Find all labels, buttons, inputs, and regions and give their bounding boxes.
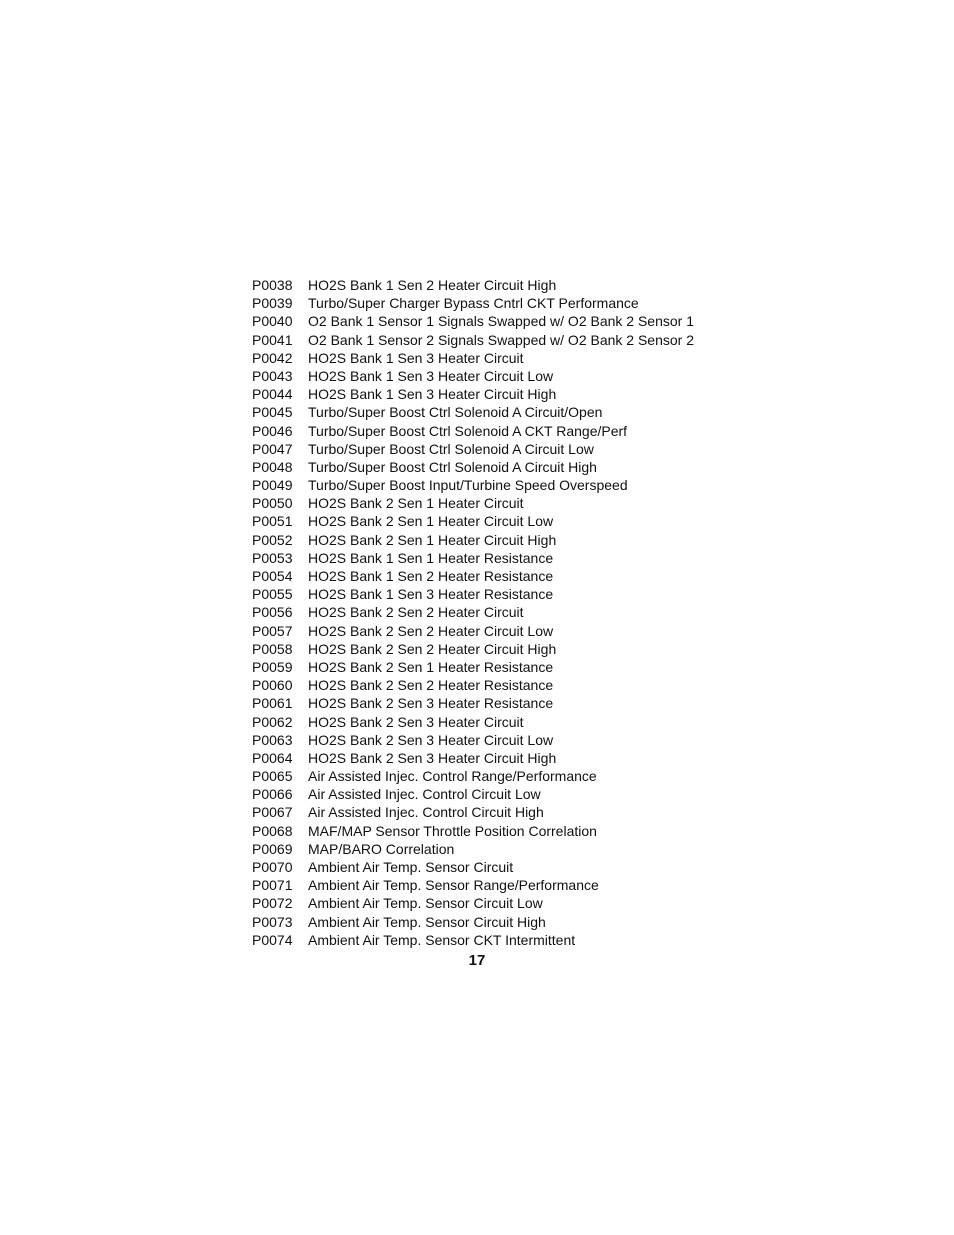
dtc-code: P0042 [252,349,293,366]
dtc-description: MAP/BARO Correlation [308,840,455,857]
dtc-code: P0071 [252,877,293,894]
dtc-code: P0058 [252,640,293,657]
dtc-description: Turbo/Super Boost Input/Turbine Speed Overspeed [308,477,628,494]
list-item [252,312,712,330]
dtc-description: Ambient Air Temp. Sensor Circuit Low [308,895,543,912]
dtc-description: Ambient Air Temp. Sensor Circuit High [308,913,546,930]
dtc-code: P0049 [252,477,293,494]
dtc-code: P0047 [252,440,293,457]
dtc-description: HO2S Bank 2 Sen 2 Heater Circuit [308,604,524,621]
dtc-code: P0069 [252,840,293,857]
dtc-code: P0054 [252,568,293,584]
list-item [252,913,712,931]
dtc-description: HO2S Bank 2 Sen 3 Heater Resistance [308,695,554,712]
dtc-code: P0059 [252,658,293,675]
dtc-code: P0050 [252,495,293,512]
dtc-description: HO2S Bank 2 Sen 1 Heater Resistance [308,658,554,675]
dtc-code: P0038 [252,277,293,293]
list-item [252,494,712,512]
list-item [252,331,712,349]
dtc-code: P0055 [252,586,293,603]
dtc-code: P0048 [252,458,293,475]
dtc-description: Air Assisted Injec. Control Range/Performance [308,768,597,785]
dtc-description: HO2S Bank 1 Sen 3 Heater Circuit [308,349,524,366]
list-item [252,822,712,840]
list-item [252,440,712,458]
dtc-description: HO2S Bank 2 Sen 2 Heater Resistance [308,677,554,694]
list-item [252,767,712,785]
dtc-description: HO2S Bank 2 Sen 3 Heater Circuit Low [308,731,554,748]
dtc-description: HO2S Bank 1 Sen 3 Heater Circuit High [308,386,557,403]
list-item [252,622,712,640]
list-item [252,585,712,603]
dtc-code: P0041 [252,331,293,348]
dtc-description: Turbo/Super Boost Ctrl Solenoid A Circuit/Open [308,404,603,421]
dtc-code: P0067 [252,804,293,821]
list-item [252,840,712,858]
dtc-code: P0056 [252,604,293,621]
dtc-code: P0052 [252,531,293,548]
dtc-description: HO2S Bank 2 Sen 1 Heater Circuit [308,495,524,512]
dtc-description: Turbo/Super Charger Bypass Cntrl CKT Performance [308,295,639,312]
dtc-description: MAF/MAP Sensor Throttle Position Correlation [308,822,597,839]
list-item [252,403,712,421]
list-item [252,876,712,894]
dtc-code: P0063 [252,731,293,748]
dtc-description: Turbo/Super Boost Ctrl Solenoid A CKT Range/Perf [308,422,628,439]
dtc-code: P0074 [252,931,293,948]
list-item [252,749,712,767]
dtc-description: HO2S Bank 2 Sen 1 Heater Circuit Low [308,513,554,530]
dtc-description: O2 Bank 1 Sensor 1 Signals Swapped w/ O2 Bank 2 Sensor 1 [308,313,695,330]
dtc-description: HO2S Bank 2 Sen 3 Heater Circuit High [308,749,557,766]
list-item [252,676,712,694]
dtc-description: Ambient Air Temp. Sensor Circuit [308,859,514,875]
dtc-code: P0057 [252,622,293,639]
dtc-description: HO2S Bank 1 Sen 3 Heater Resistance [308,586,554,603]
dtc-code: P0070 [252,859,293,875]
dtc-description: HO2S Bank 2 Sen 3 Heater Circuit [308,713,524,730]
list-item [252,531,712,549]
dtc-description: HO2S Bank 1 Sen 2 Heater Resistance [308,568,554,584]
list-item [252,458,712,476]
dtc-code: P0051 [252,513,293,530]
dtc-code: P0045 [252,404,293,421]
dtc-description: O2 Bank 1 Sensor 2 Signals Swapped w/ O2 Bank 2 Sensor 2 [308,331,695,348]
dtc-code: P0053 [252,549,293,566]
dtc-description: Turbo/Super Boost Ctrl Solenoid A Circuit Low [308,440,594,457]
list-item [252,785,712,803]
list-item [252,731,712,749]
dtc-description: Ambient Air Temp. Sensor CKT Intermittent [308,931,576,948]
dtc-description: Turbo/Super Boost Ctrl Solenoid A Circuit High [308,458,597,475]
dtc-description: Ambient Air Temp. Sensor Range/Performance [308,877,599,894]
dtc-code: P0046 [252,422,293,439]
list-item [252,803,712,821]
dtc-code-list [252,276,712,949]
dtc-description: HO2S Bank 1 Sen 1 Heater Resistance [308,549,554,566]
list-item [252,512,712,530]
dtc-code: P0060 [252,677,293,694]
dtc-code: P0065 [252,768,293,785]
dtc-code: P0062 [252,713,293,730]
dtc-code: P0040 [252,313,293,330]
dtc-code: P0072 [252,895,293,912]
dtc-code: P0061 [252,695,293,712]
dtc-code: P0066 [252,786,293,803]
list-item [252,640,712,658]
list-item [252,549,712,567]
dtc-description: Air Assisted Injec. Control Circuit Low [308,786,541,803]
list-item [252,367,712,385]
dtc-description: HO2S Bank 1 Sen 2 Heater Circuit High [308,277,557,293]
list-item [252,422,712,440]
dtc-description: Air Assisted Injec. Control Circuit High [308,804,544,821]
dtc-description: HO2S Bank 1 Sen 3 Heater Circuit Low [308,367,554,384]
dtc-description: HO2S Bank 2 Sen 2 Heater Circuit High [308,640,557,657]
page-number: 17 [468,952,486,969]
dtc-code: P0039 [252,295,293,312]
dtc-description: HO2S Bank 2 Sen 2 Heater Circuit Low [308,622,554,639]
list-item [252,858,712,876]
list-item [252,567,712,585]
dtc-code: P0064 [252,749,293,766]
dtc-code: P0044 [252,386,293,403]
list-item [252,713,712,731]
dtc-code: P0073 [252,913,293,930]
list-item [252,603,712,621]
list-item [252,349,712,367]
dtc-code: P0068 [252,822,293,839]
list-item [252,931,712,949]
list-item [252,294,712,312]
list-item [252,476,712,494]
list-item [252,894,712,912]
list-item [252,385,712,403]
list-item [252,694,712,712]
dtc-description: HO2S Bank 2 Sen 1 Heater Circuit High [308,531,557,548]
dtc-code: P0043 [252,367,293,384]
list-item [252,658,712,676]
list-item [252,276,712,294]
